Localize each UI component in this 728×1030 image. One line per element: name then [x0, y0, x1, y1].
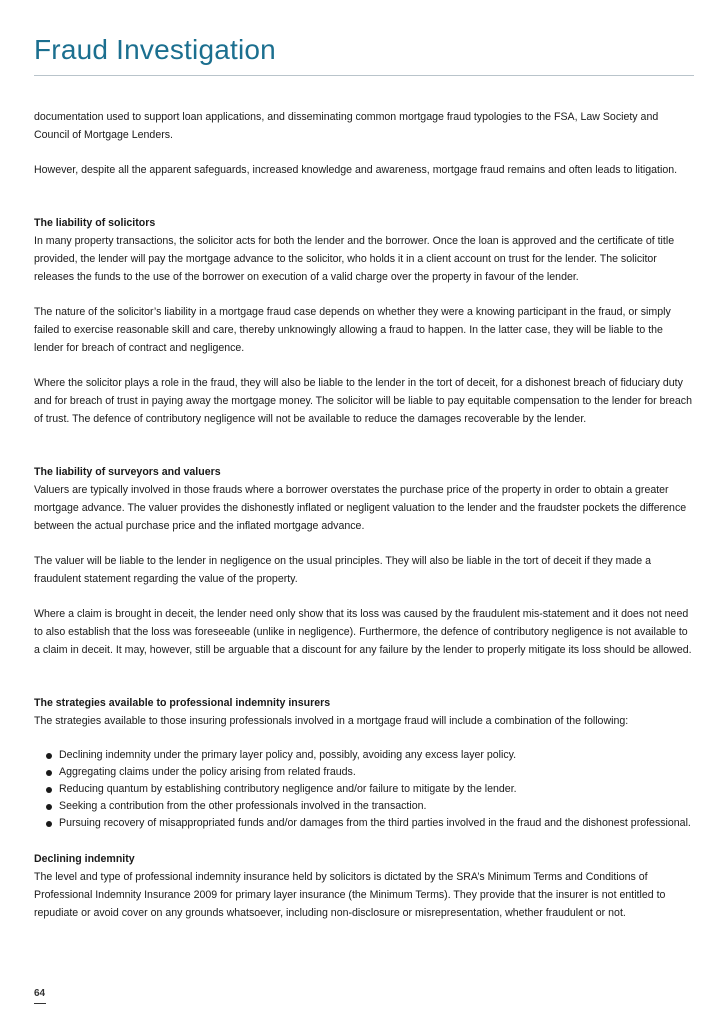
- section-heading-surveyors: The liability of surveyors and valuers: [34, 466, 221, 478]
- list-item: Declining indemnity under the primary layer policy and, possibly, avoiding any excess layer policy.: [42, 747, 694, 764]
- bullet-icon: [46, 821, 52, 827]
- list-item: Pursuing recovery of misappropriated funds and/or damages from the third parties involved in the fraud and the dishonest professional.: [42, 815, 694, 832]
- section-heading-strategies: The strategies available to professional indemnity insurers: [34, 697, 331, 709]
- list-item: Aggregating claims under the policy arising from related frauds.: [42, 764, 694, 781]
- paragraph: Where the solicitor plays a role in the fraud, they will also be liable to the lender in the tort of deceit, for a dishonest breach of fiduciary duty and for breach of trust in paying away the mortgage money. The solicitor will be liable to pay equitable compensation to the lender for breach of trust. The defence of contributory negligence will not be available to reduce the damages recoverable by the lender.: [34, 377, 692, 425]
- bullet-icon: [46, 770, 52, 776]
- paragraph: However, despite all the apparent safeguards, increased knowledge and awareness, mortgage fraud remains and often leads to litigation.: [34, 164, 678, 176]
- article-body: [34, 108, 694, 922]
- paragraph: In many property transactions, the solicitor acts for both the lender and the borrower. Once the loan is approved and the certificate of title provided, the lender will pay the mortgage advance to the solicitor, who holds it in a client account on trust for the lender. The solicitor releases the funds to the use of the borrower on execution of a valid charge over the property in favour of the lender.: [34, 235, 675, 283]
- paragraph: Where a claim is brought in deceit, the lender need only show that its loss was caused by the fraudulent mis-statement and it does not need to also establish that the loss was foreseeable (unlike in negligence). Furthermore, the defence of contributory negligence is not available to a claim in deceit. It may, however, still be arguable that a discount for any failure by the lender to properly mitigate its loss should be allowed.: [34, 608, 692, 656]
- page-number: 64: [34, 988, 46, 999]
- paragraph: The valuer will be liable to the lender in negligence on the usual principles. They will also be liable in the tort of deceit if they made a fraudulent statement regarding the value of the property.: [34, 555, 651, 585]
- list-item: Reducing quantum by establishing contributory negligence and/or failure to mitigate by the lender.: [42, 781, 694, 798]
- section-heading-solicitors: The liability of solicitors: [34, 217, 156, 229]
- bullet-icon: [46, 787, 52, 793]
- list-item: Seeking a contribution from the other professionals involved in the transaction.: [42, 798, 694, 815]
- bullet-icon: [46, 804, 52, 810]
- paragraph: The level and type of professional indemnity insurance held by solicitors is dictated by the SRA’s Minimum Terms and Conditions of Professional Indemnity Insurance 2009 for primary layer insurance (the Minimum Terms). They provide that the insurer is not entitled to repudiate or avoid cover on any grounds whatsoever, including non-disclosure or misrepresentation, whether fraudulent or not.: [34, 871, 666, 919]
- bullet-icon: [46, 753, 52, 759]
- paragraph: The nature of the solicitor’s liability in a mortgage fraud case depends on whether they were a knowing participant in the fraud, or simply failed to exercise reasonable skill and care, thereby unknowingly allowing a fraud to happen. In the latter case, they will be liable to the lender for breach of contract and negligence.: [34, 306, 671, 354]
- paragraph: documentation used to support loan applications, and disseminating common mortgage fraud typologies to the FSA, Law Society and Council of Mortgage Lenders.: [34, 111, 659, 141]
- header-divider: [34, 75, 694, 76]
- paragraph: The strategies available to those insuring professionals involved in a mortgage fraud will include a combination of the following:: [34, 715, 629, 727]
- page-title: Fraud Investigation: [34, 34, 276, 65]
- strategy-list: [34, 747, 694, 832]
- paragraph: Valuers are typically involved in those frauds where a borrower overstates the purchase price of the property in order to obtain a greater mortgage advance. The valuer provides the dishonestly inflated or negligent valuation to the lender and the fraudster pockets the difference between the actual purchase price and the inflated mortgage advance.: [34, 484, 687, 532]
- page-header: [34, 30, 692, 70]
- section-heading-declining-indemnity: Declining indemnity: [34, 853, 135, 865]
- page-number-underline: [34, 1003, 46, 1004]
